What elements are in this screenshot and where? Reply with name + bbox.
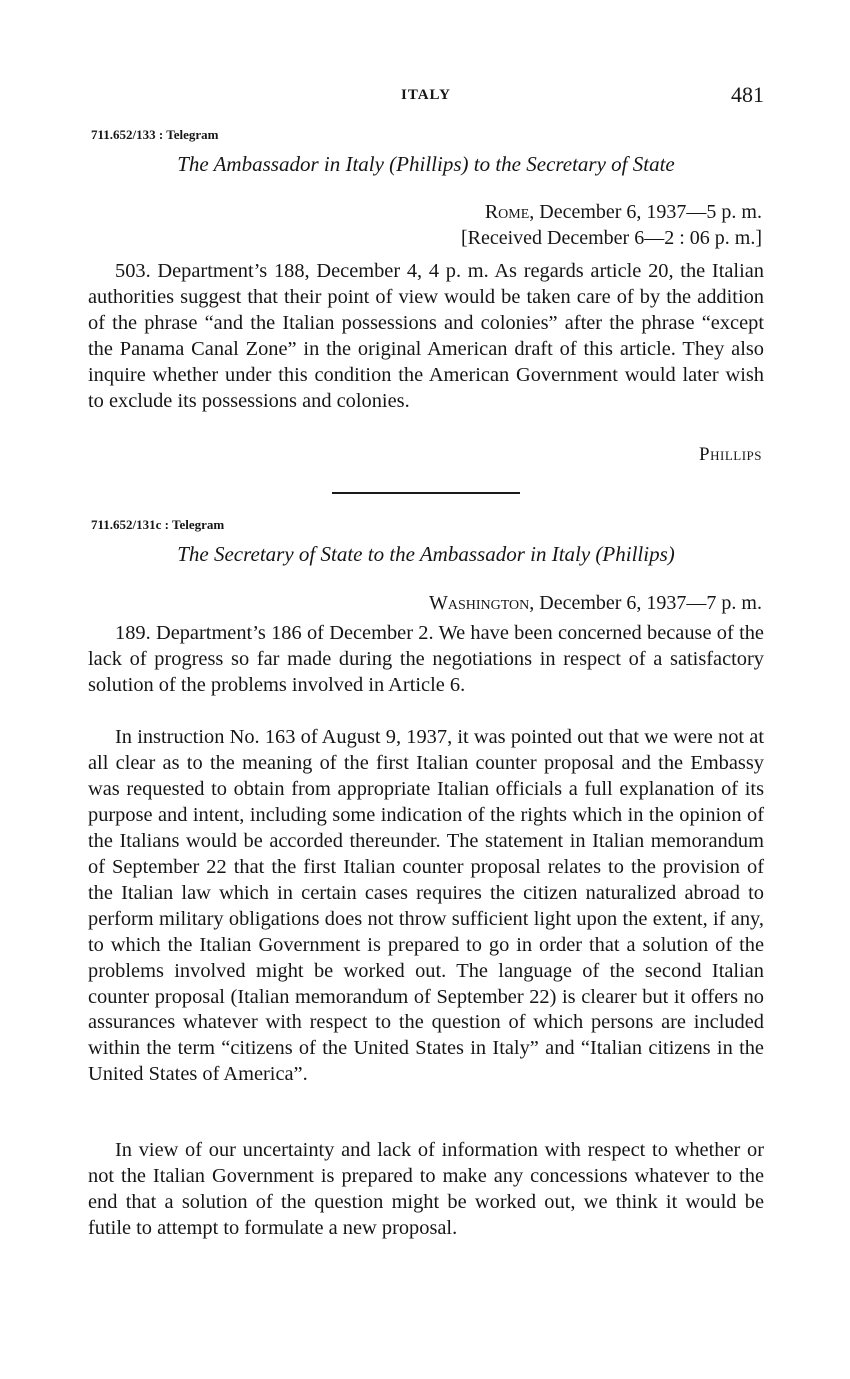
dateline-place-1: Rome xyxy=(484,201,530,223)
document-heading-1: The Ambassador in Italy (Phillips) to the Secretary of State xyxy=(177,152,675,176)
telegram-body-1: 503. Department’s 188, December 4, 4 p. m. As regards article 20, the Italian authorities suggest that their point of view would be taken care of by the addition of the phrase “and the Italian possessions and colonies” after the phrase “except the Panama Canal Zone” in the original American draft of this article. They also inquire whether under this condition the American Government would later wish to exclude its possessions and colonies. xyxy=(88,260,764,412)
document-heading-2: The Secretary of State to the Ambassador in Italy (Phillips) xyxy=(177,542,675,566)
telegram-paragraph-1: 189. Department’s 186 of December 2. We have been concerned because of the lack of progress so far made during the negotiations in respect of a satisfactory solution of the problems involved in Article 6. xyxy=(88,622,764,696)
dateline-date-2: , December 6, 1937—7 p. m. xyxy=(529,592,762,614)
section-divider xyxy=(332,492,520,494)
page-number: 481 xyxy=(731,82,764,107)
dateline-place-2: Washington xyxy=(428,592,530,614)
running-head xyxy=(88,82,764,110)
file-reference-2: 711.652/131c : Telegram xyxy=(91,517,225,532)
telegram-paragraph-3: In view of our uncertainty and lack of information with respect to whether or not the Italian Government is prepared to make any concessions whatever to the end that a solution of the question might be worked out, we think it would be futile to attempt to formulate a new proposal. xyxy=(88,1139,764,1239)
dateline-2 xyxy=(429,592,762,615)
received-line-1: [Received December 6—2 : 06 p. m.] xyxy=(460,227,762,249)
dateline-date-1: , December 6, 1937—5 p. m. xyxy=(529,201,762,223)
telegram-paragraph-2: In instruction No. 163 of August 9, 1937, it was pointed out that we were not at all clear as to the meaning of the first Italian counter proposal and the Embassy was requested to obtain from appropriate Italian officials a full explanation of its purpose and intent, including some indication of the rights which in the opinion of the Italians would be accorded thereunder. The statement in Italian memorandum of September 22 that the first Italian counter proposal relates to the provision of the Italian law which in certain cases requires the citizen naturalized abroad to perform military obligations does not throw sufficient light upon the extent, if any, to which the Italian Government is prepared to go in order that a solution of the problems involved might be worked out. The language of the second Italian counter proposal (Italian memorandum of September 22) is clearer but it offers no assurances whatever with respect to the question of which persons are included within the term “citizens of the United States in Italy” and “Italian citizens in the United States of America”. xyxy=(88,726,764,1086)
running-title: ITALY xyxy=(400,87,452,103)
file-reference-1: 711.652/133 : Telegram xyxy=(91,127,219,142)
dateline-1 xyxy=(485,201,762,224)
signature-1: Phillips xyxy=(699,444,762,465)
